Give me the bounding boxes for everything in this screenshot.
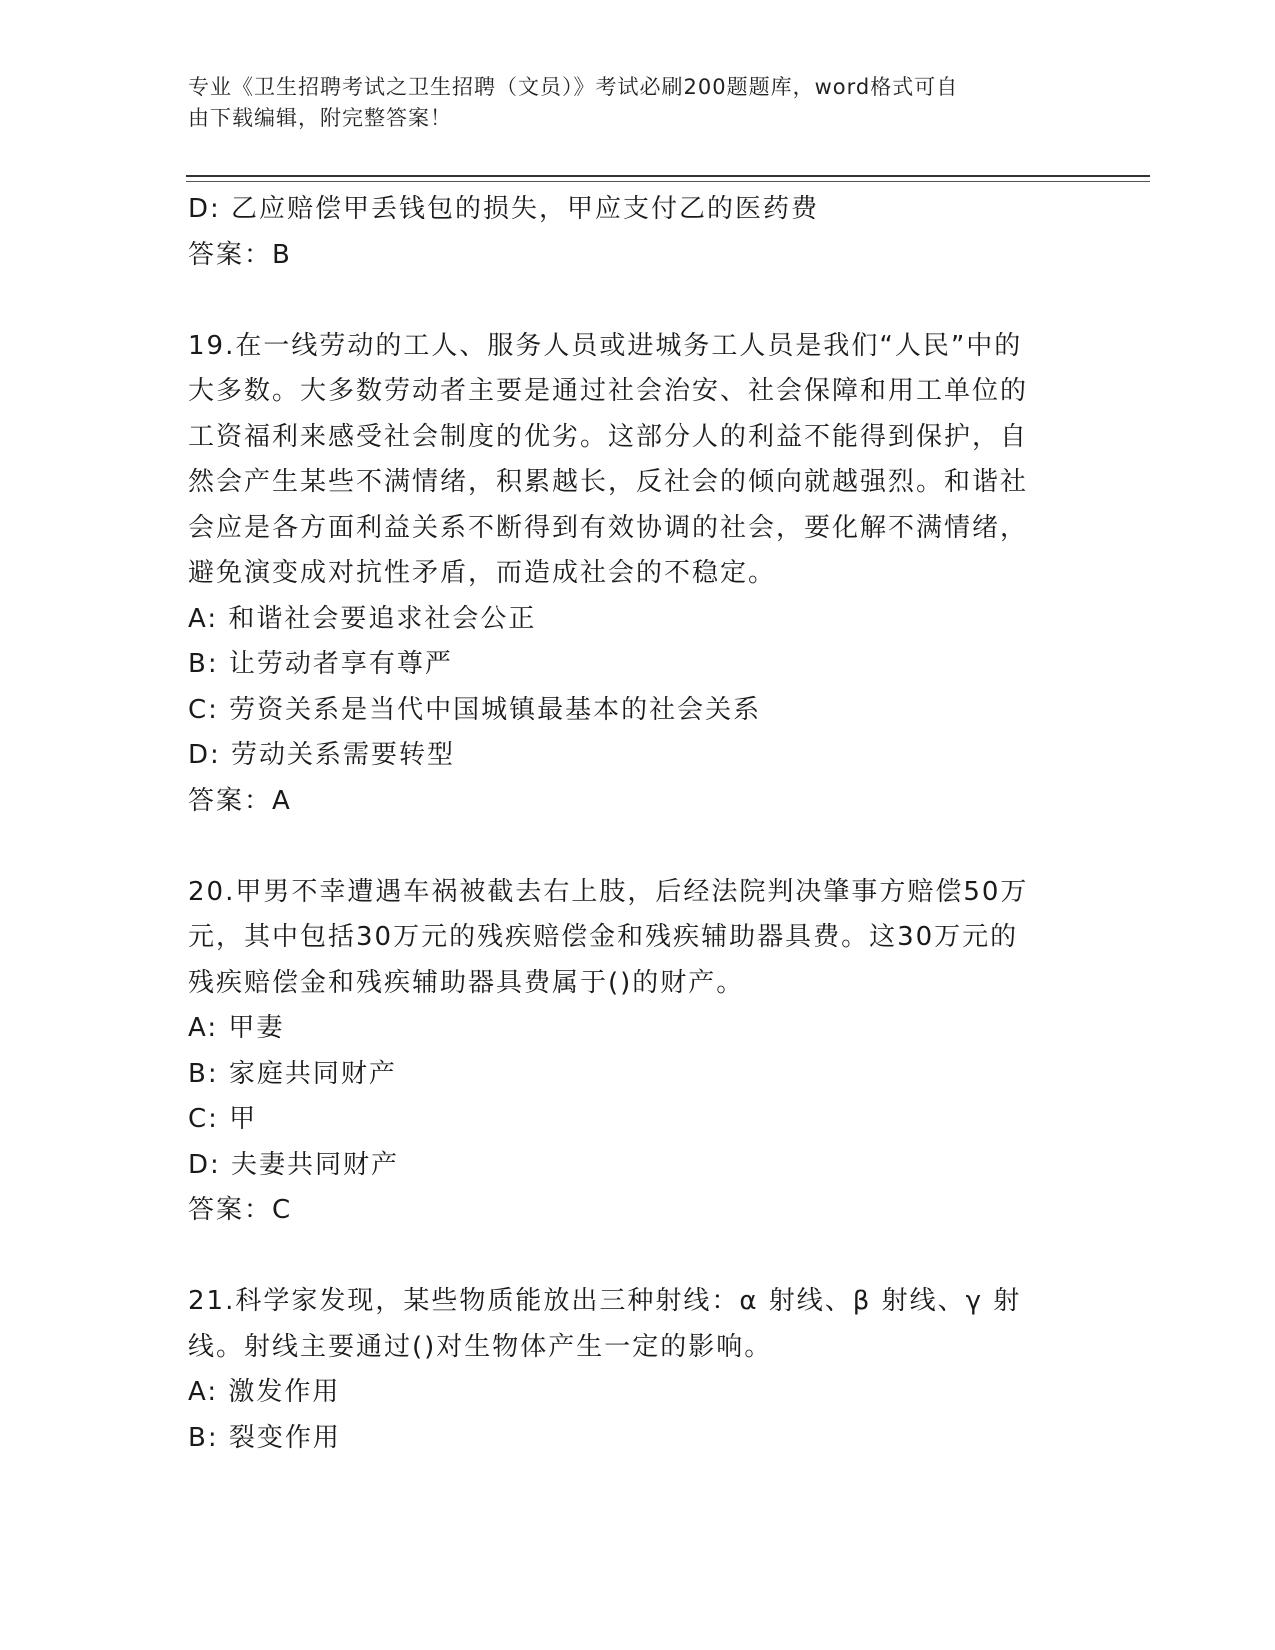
header-line-2: 由下载编辑，附完整答案！ xyxy=(188,106,452,130)
question-21 xyxy=(188,1279,1068,1461)
q20-stem-line: 20.甲男不幸遭遇车祸被截去右上肢，后经法院判决肇事方赔偿50万 xyxy=(188,876,1029,907)
q19-stem-line: 会应是各方面利益关系不断得到有效协调的社会，要化解不满情绪， xyxy=(188,512,1029,543)
q19-stem-line: 然会产生某些不满情绪，积累越长，反社会的倾向就越强烈。和谐社 xyxy=(188,467,1029,497)
q19-stem-line: 工资福利来感受社会制度的优劣。这部分人的利益不能得到保护，自 xyxy=(188,421,1029,452)
question-content xyxy=(188,187,1068,1461)
header-divider-thin xyxy=(186,181,1150,182)
q19-stem xyxy=(188,324,1068,597)
q19-option-d: D: 劳动关系需要转型 xyxy=(188,740,456,770)
q20-option-a: A: 甲妻 xyxy=(188,1013,285,1043)
q19-stem-line: 大多数。大多数劳动者主要是通过社会治安、社会保障和用工单位的 xyxy=(188,376,1029,406)
q20-answer: 答案：C xyxy=(188,1195,293,1225)
q21-stem-line: 线。射线主要通过()对生物体产生一定的影响。 xyxy=(188,1331,773,1362)
q18-answer: 答案：B xyxy=(188,239,292,270)
q19-answer: 答案：A xyxy=(188,785,292,816)
q20-option-b: B: 家庭共同财产 xyxy=(188,1058,397,1089)
header-divider-thick xyxy=(186,175,1150,177)
question-18-tail xyxy=(188,187,1068,278)
question-19 xyxy=(188,324,1068,825)
spacer xyxy=(188,278,1068,324)
q21-option-a: A: 激发作用 xyxy=(188,1377,341,1407)
q19-stem-line: 避免演变成对抗性矛盾，而造成社会的不稳定。 xyxy=(188,558,777,588)
q18-option-d: D: 乙应赔偿甲丢钱包的损失，甲应支付乙的医药费 xyxy=(188,194,820,224)
q19-option-b: B: 让劳动者享有尊严 xyxy=(188,649,453,679)
q20-stem xyxy=(188,870,1068,1007)
q20-option-d: D: 夫妻共同财产 xyxy=(188,1149,400,1180)
header-line-1: 专业《卫生招聘考试之卫生招聘（文员）》考试必刷200题题库，word格式可自 xyxy=(188,75,959,99)
q21-option-b: B: 裂变作用 xyxy=(188,1422,341,1453)
question-20 xyxy=(188,870,1068,1234)
q21-stem xyxy=(188,1279,1068,1370)
q20-stem-line: 元，其中包括30万元的残疾赔偿金和残疾辅助器具费。这30万元的 xyxy=(188,922,1019,952)
q20-stem-line: 残疾赔偿金和残疾辅助器具费属于()的财产。 xyxy=(188,967,745,998)
q19-option-a: A: 和谐社会要追求社会公正 xyxy=(188,603,537,634)
spacer xyxy=(188,824,1068,870)
q20-option-c: C: 甲 xyxy=(188,1104,258,1134)
q19-stem-line: 19.在一线劳动的工人、服务人员或进城务工人员是我们“人民”中的 xyxy=(188,330,1023,361)
page-header xyxy=(188,72,1068,134)
q19-option-c: C: 劳资关系是当代中国城镇最基本的社会关系 xyxy=(188,694,762,725)
spacer xyxy=(188,1234,1068,1280)
q21-stem-line: 21.科学家发现，某些物质能放出三种射线：α 射线、β 射线、γ 射 xyxy=(188,1286,1022,1316)
